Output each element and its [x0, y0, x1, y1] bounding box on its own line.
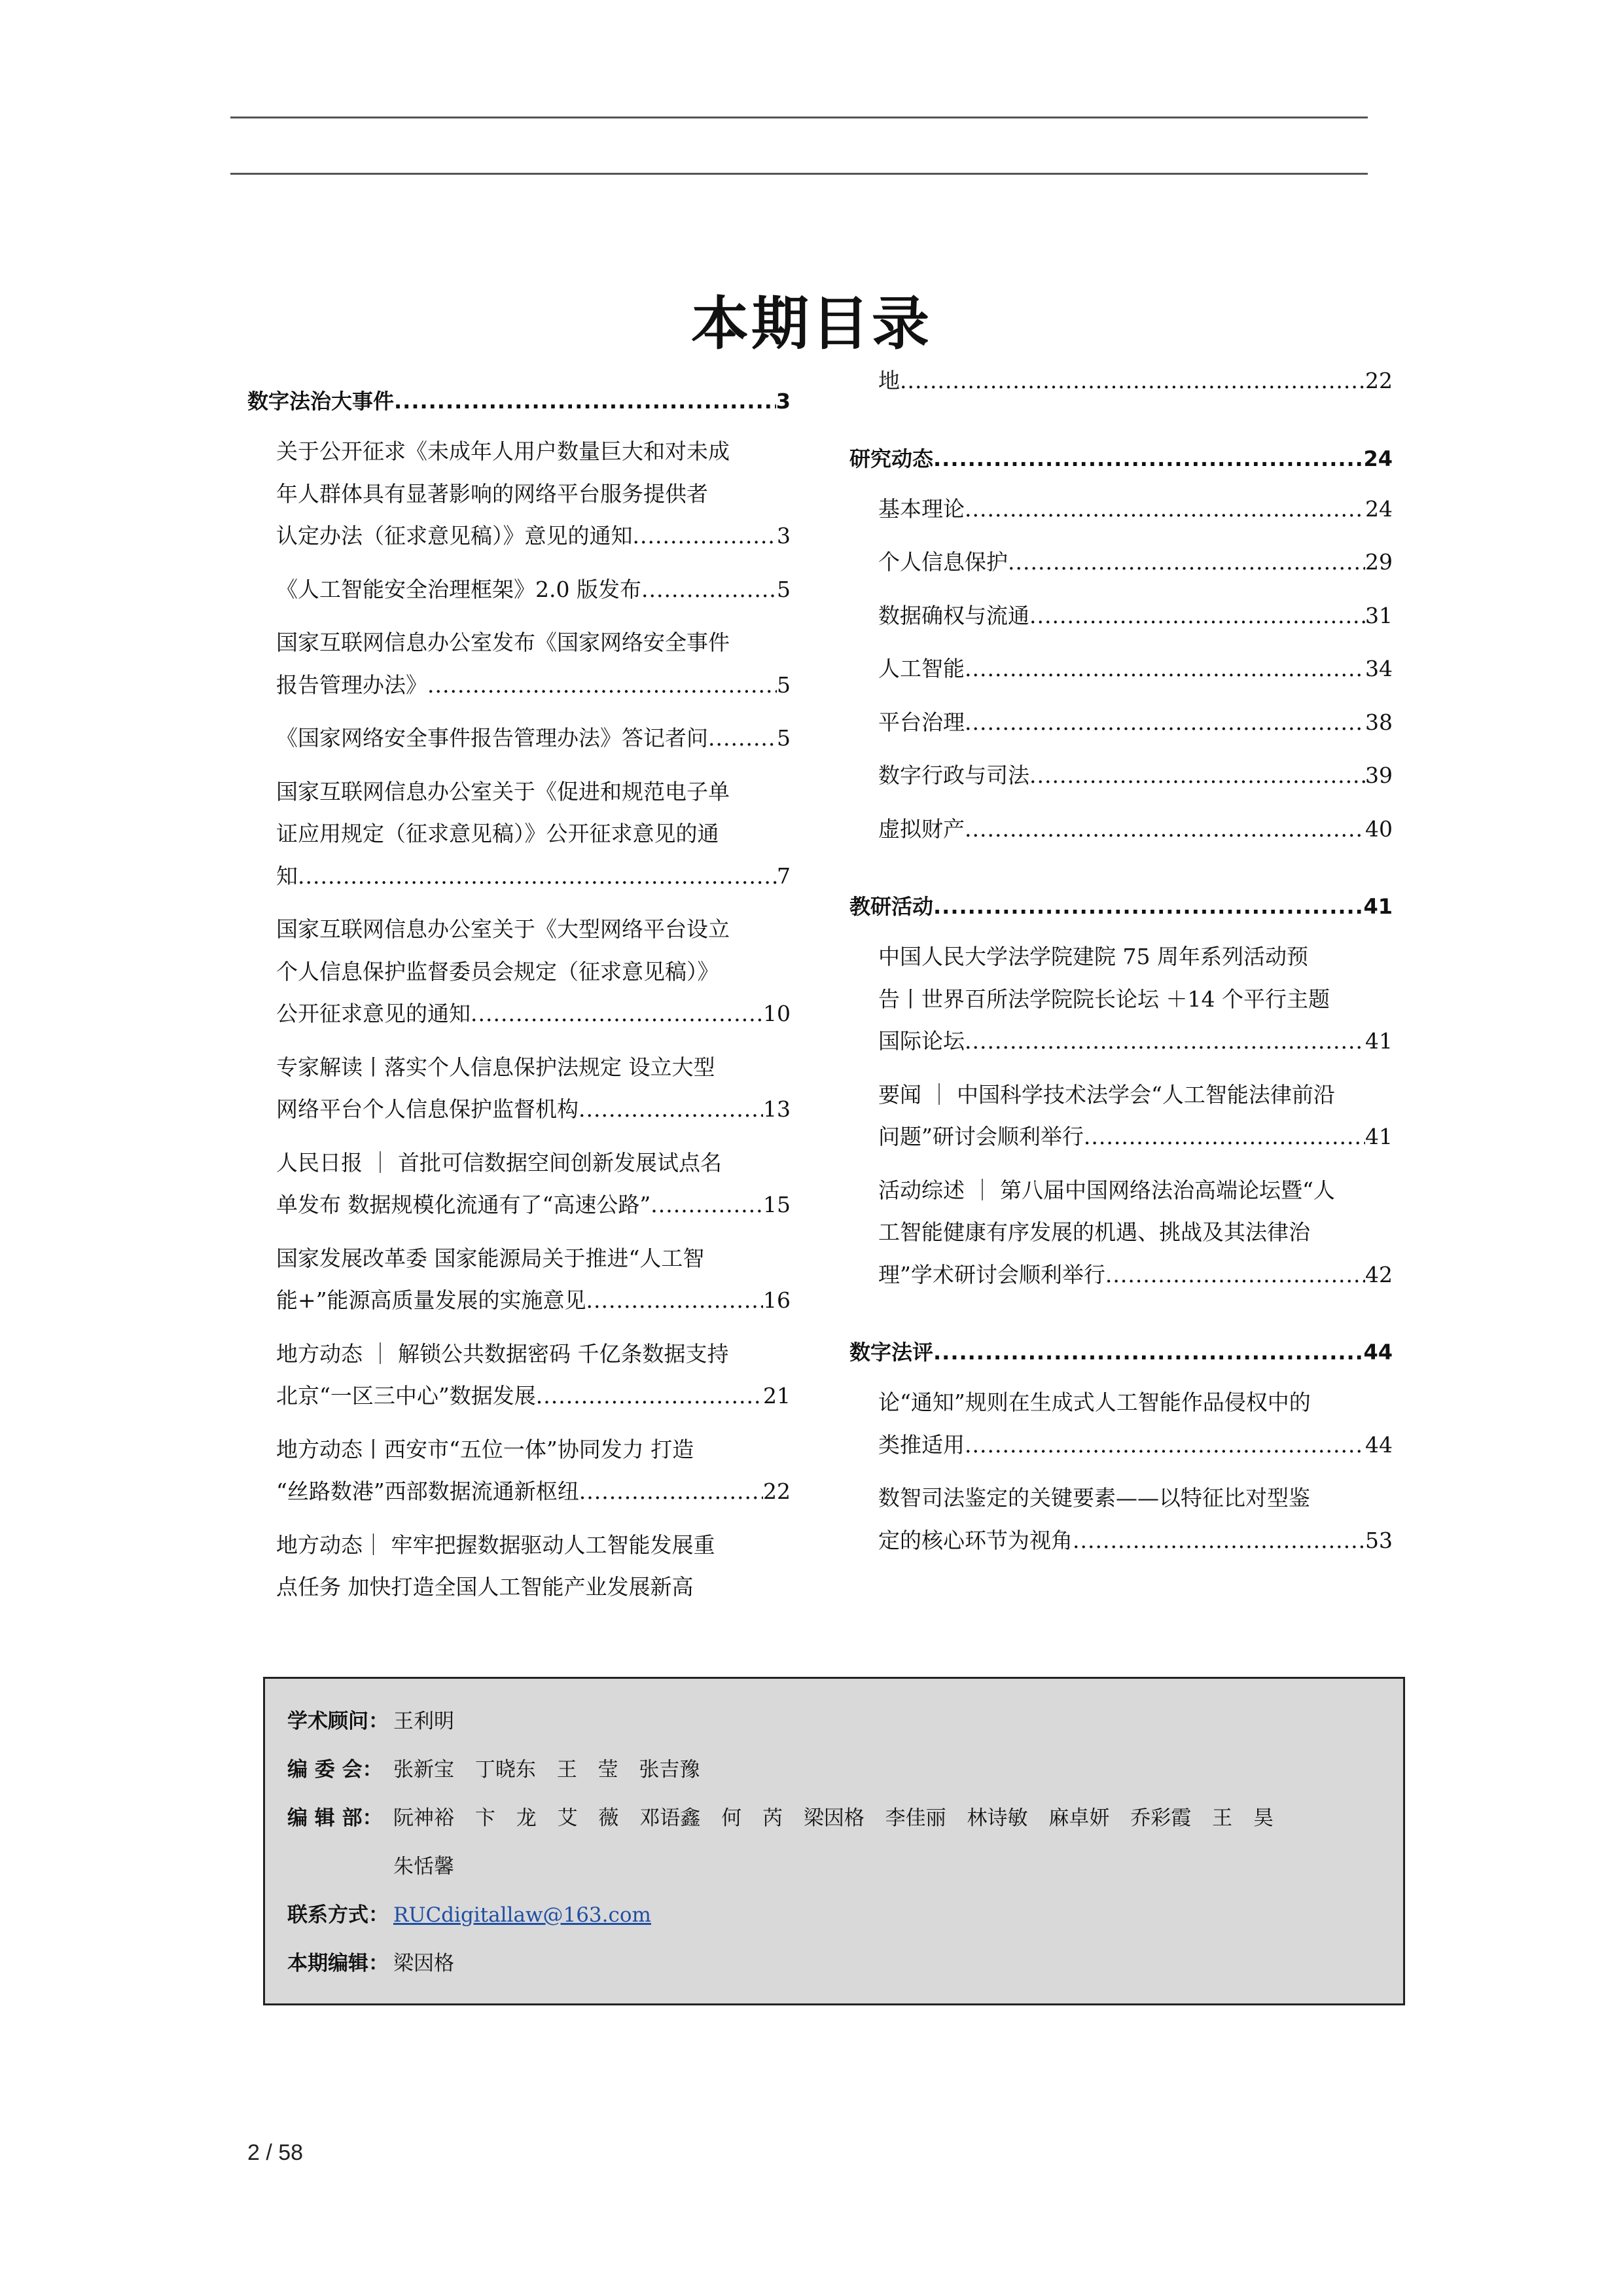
toc-item[interactable]: [247, 1238, 791, 1322]
toc-item-page: 42: [1365, 1261, 1393, 1287]
toc-item-last-line: [276, 1471, 791, 1513]
toc-leader: [1008, 541, 1365, 584]
toc-item-last-line: [878, 488, 1393, 531]
header-rule-bottom: [230, 173, 1368, 175]
page-title: 本期目录: [690, 290, 932, 357]
toc-item[interactable]: [849, 648, 1393, 691]
toc-leader: [965, 808, 1365, 851]
toc-item-line: 年人群体具有显著影响的网络平台服务提供者: [276, 480, 708, 507]
toc-leader: [1029, 595, 1365, 637]
toc-item-text: 定的核心环节为视角: [878, 1527, 1073, 1553]
toc-item[interactable]: [247, 1429, 791, 1513]
editors-row: [287, 1794, 1381, 1842]
toc-item-last-line: [878, 1254, 1393, 1297]
toc-item-text: 数据确权与流通: [878, 602, 1029, 628]
editors-value-continued: 朱恬馨: [393, 1855, 454, 1878]
toc-section-heading[interactable]: [849, 1331, 1393, 1374]
toc-item-page: 40: [1365, 816, 1393, 842]
toc-right-column: [849, 368, 1393, 1573]
toc-leader: [536, 1375, 763, 1418]
toc-item-text: 个人信息保护: [878, 549, 1008, 575]
toc-leader: [1084, 1116, 1365, 1158]
toc-section-page: 24: [1363, 446, 1393, 471]
toc-item[interactable]: [247, 431, 791, 558]
toc-leader: [579, 1471, 763, 1513]
toc-item-last-line: [878, 595, 1393, 637]
toc-leader: [933, 437, 1363, 480]
toc-item-last-line: [276, 993, 791, 1035]
toc-leader: [427, 664, 777, 707]
toc-item[interactable]: [849, 1382, 1393, 1466]
toc-item-page: 5: [777, 725, 791, 751]
toc-item[interactable]: [849, 808, 1393, 851]
toc-item-text: 单发布 数据规模化流通有了“高速公路”: [276, 1192, 651, 1217]
toc-item-last-line: [878, 648, 1393, 691]
editors-label: 编 辑 部：: [287, 1806, 383, 1830]
toc-item-line: 关于公开征求《未成年人用户数量巨大和对未成: [276, 439, 730, 464]
toc-item[interactable]: [247, 1333, 791, 1418]
toc-item-text: 能+”能源高质量发展的实施意见: [276, 1287, 586, 1313]
page-number: 2 / 58: [247, 2140, 304, 2165]
toc-item-page: 7: [777, 863, 791, 889]
toc-item-last-line: [276, 664, 791, 707]
toc-item-page: 15: [763, 1192, 791, 1217]
header-rule-top: [230, 117, 1368, 118]
toc-item-last-line: [276, 1184, 791, 1227]
toc-item-text: 国际论坛: [878, 1028, 965, 1054]
toc-item-text: “丝路数港”西部数据流通新枢纽: [276, 1479, 579, 1504]
toc-leader: [933, 1331, 1363, 1374]
toc-item[interactable]: [247, 908, 791, 1035]
toc-item-last-line: [878, 755, 1393, 797]
toc-item[interactable]: [849, 755, 1393, 797]
toc-leader: [651, 1184, 763, 1227]
toc-leader: [633, 515, 777, 558]
toc-item-continuation[interactable]: [849, 360, 1393, 403]
editors-value: 阮神裕 卞 龙 艾 薇 邓语鑫 何 芮 梁因格 李佳丽 林诗敏 麻卓妍 乔彩霞 王 昊: [393, 1806, 1274, 1830]
toc-leader: [586, 1280, 763, 1322]
toc-item-page: 22: [763, 1479, 791, 1504]
toc-item-text: 人工智能: [878, 656, 965, 681]
toc-leader: [471, 993, 763, 1035]
toc-section-label: 数字法治大事件: [247, 389, 395, 414]
toc-leader: [965, 648, 1365, 691]
toc-section-label: 研究动态: [849, 446, 934, 471]
toc-item[interactable]: [849, 541, 1393, 584]
toc-item-line: 论“通知”规则在生成式人工智能作品侵权中的: [878, 1390, 1311, 1415]
toc-section-heading[interactable]: [247, 380, 791, 423]
toc-section-page: 3: [776, 389, 791, 414]
toc-leader: [1029, 755, 1365, 797]
advisor-label: 学术顾问：: [287, 1710, 389, 1733]
toc-item-text: 类推适用: [878, 1431, 965, 1458]
toc-item-page: 13: [763, 1096, 791, 1122]
toc-item-last-line: [276, 1375, 791, 1418]
toc-item[interactable]: [849, 1170, 1393, 1297]
toc-item-text: 虚拟财产: [878, 816, 965, 842]
issue-editor-label: 本期编辑：: [287, 1952, 389, 1975]
toc-item-line: 专家解读丨落实个人信息保护法规定 设立大型: [276, 1054, 715, 1080]
toc-item-last-line: [276, 569, 791, 611]
toc-leader: [1073, 1520, 1365, 1562]
toc-section-page: 41: [1363, 894, 1393, 919]
toc-item-last-line: [878, 360, 1393, 403]
toc-item-line: 国家互联网信息办公室发布《国家网络安全事件: [276, 630, 730, 655]
toc-leader: [965, 1020, 1365, 1063]
toc-left-column: [247, 380, 791, 1620]
toc-item-last-line: [276, 1088, 791, 1131]
toc-item-page: 21: [763, 1383, 791, 1408]
issue-editor-value: 梁因格: [393, 1952, 454, 1975]
toc-item-text: 《人工智能安全治理框架》2.0 版发布: [276, 576, 641, 602]
toc-item-last-line: [878, 1520, 1393, 1562]
toc-leader: [641, 569, 777, 611]
toc-item-page: 3: [777, 523, 791, 548]
toc-item[interactable]: [849, 702, 1393, 744]
toc-item-line: 国家发展改革委 国家能源局关于推进“人工智: [276, 1245, 705, 1271]
toc-item[interactable]: [849, 488, 1393, 531]
toc-leader: [965, 1424, 1365, 1467]
toc-item-page: 29: [1365, 549, 1393, 575]
toc-item-page: 41: [1365, 1028, 1393, 1054]
toc-item-last-line: [878, 1116, 1393, 1158]
toc-item-text: 基本理论: [878, 495, 965, 522]
toc-item-page: 53: [1365, 1527, 1393, 1553]
toc-item-page: 24: [1365, 495, 1393, 522]
toc-item-text: 认定办法（征求意见稿）》意见的通知: [276, 523, 633, 548]
toc-item-last-line: [878, 702, 1393, 744]
toc-item-text: 平台治理: [878, 709, 965, 735]
toc-item-page: 22: [1365, 368, 1393, 393]
toc-item-page: 34: [1365, 656, 1393, 681]
toc-item-text: 地: [878, 368, 900, 393]
toc-leader: [1105, 1254, 1365, 1297]
toc-item-line: 人民日报 ｜ 首批可信数据空间创新发展试点名: [276, 1149, 722, 1175]
toc-item-text: 《国家网络安全事件报告管理办法》答记者问: [276, 725, 708, 751]
toc-leader: [965, 488, 1365, 531]
toc-item-last-line: [276, 717, 791, 760]
toc-item[interactable]: [849, 595, 1393, 637]
toc-section-heading[interactable]: [849, 885, 1393, 928]
toc-item[interactable]: [247, 569, 791, 611]
toc-item-last-line: [878, 1020, 1393, 1063]
toc-item-last-line: [878, 1424, 1393, 1467]
contact-row: [287, 1891, 1381, 1939]
toc-item-line: 国家互联网信息办公室关于《大型网络平台设立: [276, 916, 730, 942]
toc-item-page: 38: [1365, 709, 1393, 735]
toc-leader: [579, 1088, 763, 1131]
toc-leader: [298, 855, 777, 898]
toc-leader: [900, 360, 1365, 403]
toc-section-label: 数字法评: [849, 1340, 934, 1365]
toc-item-text: 北京“一区三中心”数据发展: [276, 1383, 536, 1408]
toc-item-page: 44: [1365, 1431, 1393, 1458]
toc-item[interactable]: [247, 1047, 791, 1131]
issue-editor-row: [287, 1939, 1381, 1988]
contact-label: 联系方式：: [287, 1903, 389, 1927]
toc-section-heading[interactable]: [849, 437, 1393, 480]
toc-section-label: 教研活动: [849, 894, 934, 919]
toc-leader: [933, 885, 1363, 928]
toc-item-page: 39: [1365, 762, 1393, 788]
toc-item[interactable]: [247, 622, 791, 706]
toc-item-line: 地方动态丨西安市“五位一体”协同发力 打造: [276, 1436, 694, 1462]
toc-item-last-line: [276, 515, 791, 558]
toc-item-text: 公开征求意见的通知: [276, 1001, 471, 1026]
contact-email-link[interactable]: RUCdigitallaw@163.com: [393, 1903, 651, 1927]
toc-item[interactable]: [849, 1477, 1393, 1562]
toc-item-text: 报告管理办法》: [276, 672, 427, 698]
toc-item[interactable]: [849, 1074, 1393, 1158]
toc-item-page: 16: [763, 1287, 791, 1313]
toc-item-text: 理”学术研讨会顺利举行: [878, 1261, 1105, 1287]
toc-item-line: 地方动态｜ 牢牢把握数据驱动人工智能发展重: [276, 1532, 715, 1558]
toc-leader: [708, 717, 777, 760]
toc-item-last-line: [276, 1280, 791, 1322]
toc-item-line: 工智能健康有序发展的机遇、挑战及其法律治: [878, 1219, 1310, 1245]
committee-value: 张新宝 丁晓东 王 莹 张吉豫: [393, 1758, 700, 1782]
toc-item-text: 问题”研讨会顺利举行: [878, 1124, 1084, 1149]
committee-row: [287, 1746, 1381, 1794]
toc-item-line: 活动综述 ｜ 第八届中国网络法治高端论坛暨“人: [878, 1177, 1335, 1203]
advisor-value: 王利明: [393, 1710, 454, 1733]
toc-item-line: 国家互联网信息办公室关于《促进和规范电子单: [276, 778, 730, 804]
toc-item-text: 数字行政与司法: [878, 762, 1029, 788]
toc-item-line: 要闻 ｜ 中国科学技术法学会“人工智能法律前沿: [878, 1081, 1335, 1107]
toc-item-text: 知: [276, 863, 298, 889]
toc-item-line: 中国人民大学法学院建院 75 周年系列活动预: [878, 944, 1308, 969]
toc-item-line: 个人信息保护监督委员会规定（征求意见稿）》: [276, 958, 719, 984]
toc-leader: [965, 702, 1365, 744]
toc-item-page: 5: [777, 672, 791, 698]
toc-section-page: 44: [1363, 1340, 1393, 1365]
toc-item-page: 31: [1365, 602, 1393, 628]
toc-item-line: 数智司法鉴定的关键要素——以特征比对型鉴: [878, 1485, 1310, 1511]
editorial-box: [263, 1677, 1405, 2005]
toc-item-last-line: [878, 808, 1393, 851]
toc-item[interactable]: [247, 1142, 791, 1227]
toc-item-last-line: [878, 541, 1393, 584]
toc-item[interactable]: [247, 717, 791, 760]
toc-item-page: 5: [777, 576, 791, 602]
toc-item-line: 告丨世界百所法学院院长论坛 ＋14 个平行主题: [878, 986, 1330, 1012]
toc-item-line: 证应用规定（征求意见稿）》公开征求意见的通: [276, 821, 719, 846]
advisor-row: [287, 1697, 1381, 1746]
toc-item-line: 点任务 加快打造全国人工智能产业发展新高: [276, 1574, 694, 1600]
toc-item[interactable]: [247, 1524, 791, 1609]
toc-item-text: 网络平台个人信息保护监督机构: [276, 1096, 579, 1122]
editors-row-continued: [287, 1842, 1381, 1891]
toc-item-last-line: [276, 855, 791, 898]
committee-label: 编 委 会：: [287, 1758, 383, 1782]
toc-item-page: 10: [763, 1001, 791, 1026]
toc-leader: [394, 380, 776, 423]
toc-item-line: 地方动态 ｜ 解锁公共数据密码 千亿条数据支持: [276, 1340, 729, 1367]
toc-item-page: 41: [1365, 1124, 1393, 1149]
toc-item[interactable]: [247, 771, 791, 898]
toc-item[interactable]: [849, 936, 1393, 1063]
